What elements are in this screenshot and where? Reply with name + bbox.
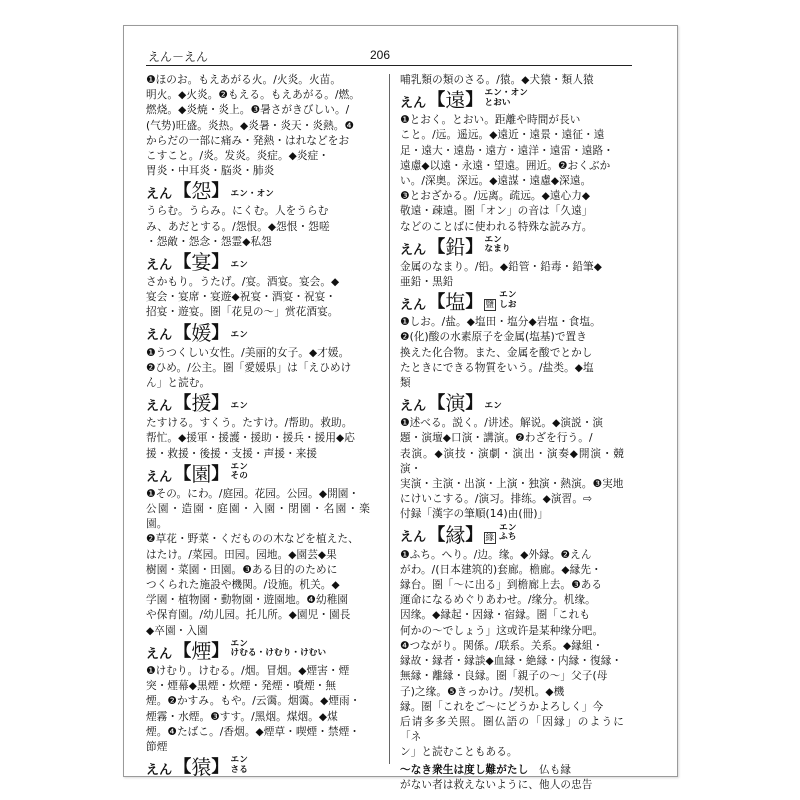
text-line: 類 <box>400 377 411 390</box>
headword-reading: えん <box>146 762 173 778</box>
text-line: 明火。◆火炎。❷もえる。もえあがる。/燃。 <box>146 89 360 102</box>
text-line: 亜鉛・黒鉛 <box>400 276 454 289</box>
text-line: 突・煙幕◆黒煙・炊煙・発煙・噴煙・無 <box>146 680 337 693</box>
headword-kanji: 怨 <box>191 179 212 204</box>
variant-kanji-tag: 鹽 <box>485 300 495 311</box>
headword-reading: えん <box>400 242 427 258</box>
entry-definition <box>400 315 624 391</box>
text-line: ❶とおく。とおい。距離や時間が長い <box>400 114 581 127</box>
entry-en-猿 <box>146 756 370 778</box>
text-line: ❶その。にわ。/庭园。花园。公园。◆開園・ <box>146 487 360 500</box>
page-number: 206 <box>370 48 391 62</box>
headword-readings: エン しお <box>499 290 517 310</box>
text-line: ❶述べる。説く。/讲述。解说。◆演説・演 <box>400 417 604 430</box>
headword-reading: えん <box>146 469 173 485</box>
text-line: 煙。❹たばこ。/香烟。◆煙草・喫煙・禁煙・ <box>146 725 360 738</box>
headword-reading: えん <box>400 298 427 314</box>
text-line: ❷ひめ。/公主。圏「愛媛県」は「えひめけ <box>146 361 352 374</box>
headword-readings: エン <box>230 259 248 270</box>
headword-kanji: 宴 <box>191 250 212 275</box>
entry-headword: えん 【 煙 】 エン けむる・けむり・けむい <box>146 638 327 663</box>
text-line: 縁。圏「これをご～にどうかよろしく」今 <box>400 700 604 713</box>
text-line: 敬遠・疎遠。圏「オン」の音は「久遠」 <box>400 205 593 218</box>
headword-readings: エン その <box>230 461 248 482</box>
headword-reading: えん <box>146 187 173 203</box>
headword-reading: えん <box>146 257 173 273</box>
headword-kanji: 援 <box>191 391 212 416</box>
headword-readings: エン <box>484 400 502 411</box>
text-line: ❸とおざかる。/远离。疏远。◆遠心力◆ <box>400 190 591 203</box>
text-line: や保育園。/幼儿园。托儿所。◆園児・園長 <box>146 609 351 622</box>
entry-definition <box>146 487 370 639</box>
text-line: ❶ほのお。もえあがる火。/火炎。火苗。 <box>146 74 342 86</box>
entry-headword: えん 【 媛 】 エン <box>146 320 248 345</box>
entry-definition <box>146 416 370 462</box>
text-line: い。/深奥。深远。◆遠謀・遠慮◆深遠。 <box>400 175 592 188</box>
headword-reading: えん <box>400 399 427 415</box>
text-line: こと。/远。遥远。◆遠近・遠景・遠征・遠 <box>400 129 605 142</box>
headword-readings: エン けむる・けむり・けむい <box>230 638 327 659</box>
text-line: 題・演壇◆口演・講演。❷わざを行う。/ <box>400 432 593 445</box>
headword-kanji: 塩 <box>445 290 466 315</box>
text-line: 援・救援・後援・支援・声援・来援 <box>146 447 318 460</box>
entry-en-縁 <box>400 524 624 761</box>
entry-definition <box>400 416 624 522</box>
headword-reading: えん <box>400 530 427 546</box>
entry-definition <box>400 548 624 761</box>
text-line: 燃烧。◆炎焼・炎上。❸暑さがきびしい。/ <box>146 104 350 117</box>
right-column <box>400 73 624 793</box>
entry-en-煙 <box>146 640 370 755</box>
entry-en-園 <box>146 463 370 639</box>
text-line: からだの一部に痛み・発熱・はれなどをお <box>146 134 350 147</box>
text-line: ン」と読むこともある。 <box>400 746 518 759</box>
text-line: がない者は救えないように、他人の忠告 <box>400 778 593 791</box>
text-line: 哺乳類の類のさる。/猿。◆犬猿・類人猿 <box>400 74 594 86</box>
text-line: 樹園・菜園・田園。❸ある目的のために <box>146 563 338 576</box>
text-line: ❶うつくしい女性。/美丽的女子。◆才媛。 <box>146 346 350 359</box>
text-line: たすける。すくう。たすけ。/帮助。救助。 <box>146 417 353 430</box>
text-line: ❷草花・野菜・くだものの木などを植えた、 <box>146 533 359 546</box>
text-line: 宴会・宴席・宴遊◆祝宴・酒宴・祝宴・ <box>146 291 337 304</box>
text-line: 表演。◆演技・演劇・演出・演奏◆開演・競演・ <box>400 447 624 475</box>
right-continuation <box>400 73 624 88</box>
header-range: えん－えん <box>148 50 209 64</box>
text-line: さかもり。うたげ。/宴。酒宴。宴会。◆ <box>146 276 340 289</box>
text-line: 因缘。◆縁起・因縁・宿縁。圏「これも <box>400 609 591 622</box>
text-line: 煙霧・水煙。❸すす。/黑烟。煤烟。◆煤 <box>146 710 338 723</box>
text-line: はたけ。/菜园。田园。园地。◆園芸◆果 <box>146 548 337 561</box>
entry-definition <box>400 260 624 290</box>
text-line: 節煙 <box>146 740 168 753</box>
headword-reading: えん <box>146 399 173 415</box>
headword-readings: エン なまり <box>484 234 511 255</box>
entry-en-演 <box>400 392 624 522</box>
entry-definition <box>146 204 370 250</box>
entry-definition <box>146 664 370 755</box>
text-line: (气势)旺盛。炎热。◆炎暑・炎天・炎熱。❹ <box>146 119 355 132</box>
text-line: ん」と読む。 <box>146 377 211 390</box>
headword-readings: エン さる <box>230 755 248 775</box>
text-line: ・怨敵・怨念・怨霊◆私怨 <box>146 235 272 248</box>
text-line: 帮忙。◆援軍・援護・援助・援兵・援用◆応 <box>146 432 355 445</box>
headword-readings: エン・オン とおい <box>484 88 529 108</box>
text-line: がわ。/(日本建筑的)套廊。檐廊。◆縁先・ <box>400 563 602 576</box>
text-line: 公園・造園・庭園・入園・閉園・名園・楽園。 <box>146 503 370 531</box>
entry-headword: えん 【 園 】 エン その <box>146 461 248 486</box>
text-line: ❹つながり。関係。/联系。关系。◆縁組・ <box>400 639 604 652</box>
idiom-headword: ～なき衆生は度し難がたし <box>400 763 529 776</box>
text-line: 金属のなまり。/铅。◆鉛管・鉛毒・鉛筆◆ <box>400 260 602 273</box>
text-line: 無縁・離縁・良縁。圏「親子の～」父子(母 <box>400 670 608 683</box>
column-divider <box>389 74 390 764</box>
headword-readings: エン <box>230 400 248 411</box>
entry-en-塩 <box>400 291 624 391</box>
idiom-line <box>400 763 624 778</box>
entry-en-援 <box>146 392 370 462</box>
entry-en-媛 <box>146 322 370 392</box>
headword-reading: えん <box>400 96 427 111</box>
text-line: 運命になるめぐりあわせ。/缘分。机缘。 <box>400 594 596 607</box>
text-line: 何かの～でしょう」这或许是某种缘分吧。 <box>400 624 604 637</box>
entry-headword: えん 【 猿 】 エン さる <box>146 755 248 780</box>
text-line: つくられた施設や機関。/设施。机关。◆ <box>146 579 340 592</box>
text-line: などのことばに使われる特殊な読み方。 <box>400 220 593 233</box>
headword-readings: エン ふち <box>499 522 517 543</box>
variant-kanji-tag: 緣 <box>485 532 495 543</box>
text-line: うらむ。うらみ。にくむ。人をうらむ <box>146 205 329 218</box>
text-line: ❶ふち。へり。/边。缘。◆外縁。❷えん <box>400 548 592 561</box>
entry-headword: えん 【 塩 】 鹽 エン しお <box>400 290 517 315</box>
headword-kanji: 煙 <box>191 638 212 663</box>
text-line: 縁故・縁者・縁談◆血縁・絶縁・内縁・復縁・ <box>400 655 623 668</box>
header-rule <box>146 65 632 66</box>
entry-headword: えん 【 遠 】 エン・オン とおい <box>400 88 529 113</box>
left-continuation <box>146 73 370 179</box>
text-line: 胃炎・中耳炎・脳炎・肺炎 <box>146 165 275 178</box>
entry-headword: えん 【 縁 】 緣 エン ふち <box>400 522 517 547</box>
text-line: 足・遠大・遠島・遠方・遠洋・遠雷・遠路・ <box>400 144 614 157</box>
text-line: 煙。❷かすみ。もや。/云霭。烟霭。◆煙雨・ <box>146 695 361 708</box>
text-line: 子)之缘。❺きっかけ。/契机。◆機 <box>400 685 565 698</box>
headword-kanji: 演 <box>445 391 466 416</box>
text-line: み、あだとする。/怨恨。◆怨恨・怨嗟 <box>146 220 330 233</box>
text-line: ❶しお。/盐。◆塩田・塩分◆岩塩・食塩。 <box>400 316 601 329</box>
entry-definition <box>146 346 370 392</box>
text-line: ❷(化)酸の水素原子を金属(塩基)で置き <box>400 331 587 344</box>
text-line: 遠慮◆以遠・永遠・望遠。囲近。❷おくぶか <box>400 159 611 172</box>
text-line: ◆卒園・入園 <box>146 624 208 637</box>
text-line: ❶けむり。けむる。/烟。冒烟。◆煙害・煙 <box>146 664 350 677</box>
entry-headword: えん 【 援 】 エン <box>146 391 248 416</box>
headword-kanji: 鉛 <box>445 234 466 259</box>
entry-headword: えん 【 鉛 】 エン なまり <box>400 234 511 259</box>
entry-definition <box>146 275 370 321</box>
entry-en-遠 <box>400 89 624 235</box>
entry-headword: えん 【 怨 】 エン・オン <box>146 179 275 204</box>
idiom-text: 仏も縁 <box>539 763 572 776</box>
text-line: 后请多多关照。圏仏語の「因縁」のように「ネ <box>400 715 624 744</box>
text-line: 招宴・遊宴。圏「花見の～」赏花酒宴。 <box>146 306 339 319</box>
headword-kanji: 園 <box>191 461 212 486</box>
page-header <box>146 46 632 68</box>
text-line: 実演・主演・出演・上演・独演・熱演。❸実地 <box>400 478 624 491</box>
headword-readings: エン・オン <box>230 188 275 199</box>
headword-kanji: 猿 <box>191 755 212 780</box>
text-line: たときにできる物質をいう。/盐类。◆塩 <box>400 361 594 374</box>
text-line: 縁台。圏「～に出る」到檐廊上去。❸ある <box>400 579 603 592</box>
headword-kanji: 縁 <box>445 522 466 547</box>
text-line: 付録「漢字の筆順(14)由(冊)」 <box>400 508 549 521</box>
text-line: 換えた化合物。また、金属を酸でとかし <box>400 346 593 359</box>
headword-kanji: 媛 <box>191 320 212 345</box>
left-column <box>146 73 370 780</box>
entry-headword: えん 【 演 】 エン <box>400 391 502 416</box>
entry-en-宴 <box>146 251 370 321</box>
text-line: こすこと。/炎。发炎。炎症。◆炎症・ <box>146 150 330 163</box>
entry-definition <box>400 113 624 235</box>
entry-en-鉛 <box>400 236 624 290</box>
dictionary-page <box>123 25 678 791</box>
headword-reading: えん <box>146 328 173 344</box>
text-line: にけいこする。/演习。排练。◆演習。⇨ <box>400 493 592 506</box>
idiom-subentry <box>400 763 624 793</box>
headword-reading: えん <box>146 646 173 662</box>
entry-en-怨 <box>146 180 370 250</box>
entry-headword: えん 【 宴 】 エン <box>146 250 248 275</box>
headword-readings: エン <box>230 330 248 341</box>
headword-kanji: 遠 <box>445 88 466 113</box>
text-line: 学園・植物園・動物園・遊園地。❹幼稚園 <box>146 594 349 607</box>
